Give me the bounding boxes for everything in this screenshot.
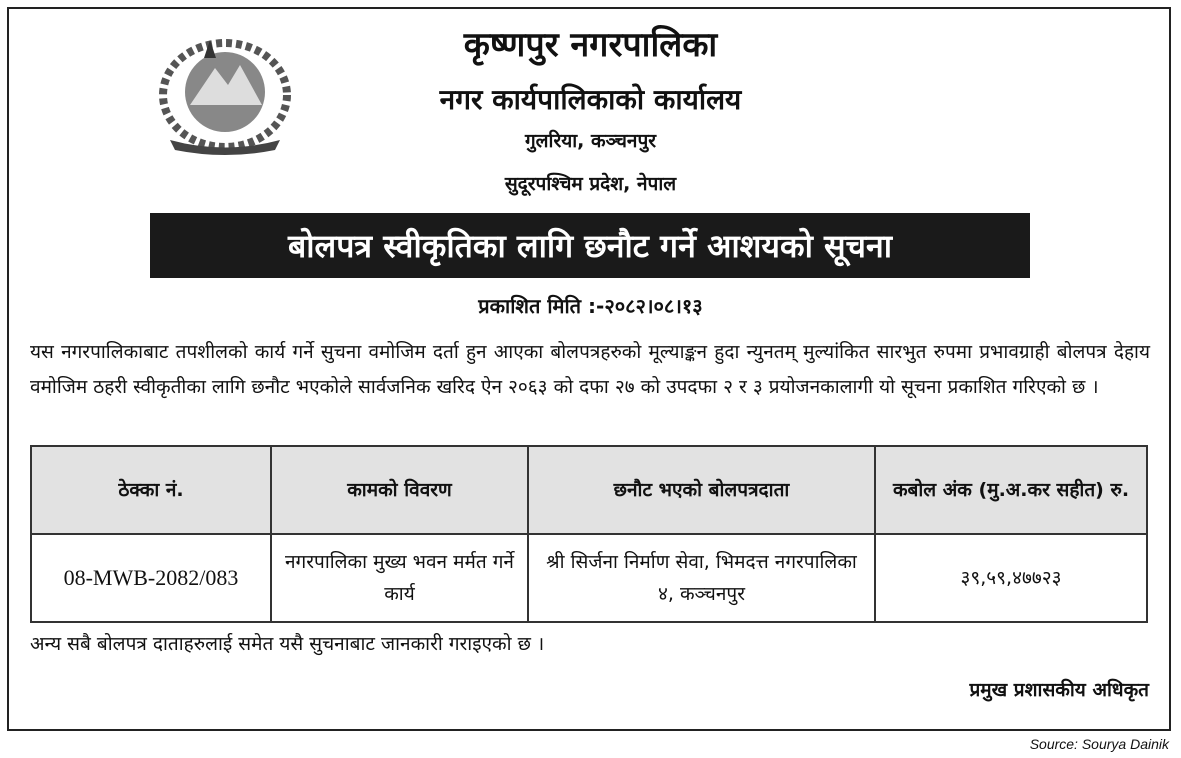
table-header-row [31,446,1147,534]
address: गुलरिया, कञ्चनपुर [524,130,657,152]
published-date: प्रकाशित मिति :-२०८२।०८।१३ [478,294,703,318]
header-work-description: कामको विवरण [271,446,528,534]
header-contract-no: ठेक्का नं. [31,446,271,534]
source-credit: Source: Sourya Dainik [1029,736,1169,752]
header-selected-bidder: छनौट भएको बोलपत्रदाता [528,446,875,534]
signatory: प्रमुख प्रशासकीय अधिकृत [969,679,1149,701]
selection-table [30,445,1148,623]
contract-no: 08-MWB-2082/083 [31,534,271,622]
office-title: नगर कार्यपालिकाको कार्यालय [439,83,742,116]
selected-bidder: श्री सिर्जना निर्माण सेवा, भिमदत्त नगरपालिका ४, कञ्चनपुर [528,534,875,622]
municipality-title: कृष्णपुर नगरपालिका [463,25,718,65]
notice-heading: बोलपत्र स्वीकृतिका लागि छनौट गर्ने आशयको सूचना [150,213,1030,278]
bid-amount: ३९,५९,४७७२३ [875,534,1147,622]
notice-body: यस नगरपालिकाबाट तपशीलको कार्य गर्ने सुचना वमोजिम दर्ता हुन आएका बोलपत्रहरुको मूल्याङ्कन हुदा न्युनतम् मुल्यांकित सारभुत रुपमा प्रभावग्राही बोलपत्र देहाय वमोजिम ठहरी स्वीकृतीका लागि छनौट भएकोले सार्वजनिक खरिद ऐन २०६३ को दफा २७ को उपदफा २ र ३ प्रयोजनकालागी यो सूचना प्रकाशित गरिएको छ । [30,341,1150,398]
work-description: नगरपालिका मुख्य भवन मर्मत गर्ने कार्य [271,534,528,622]
header-bid-amount: कबोल अंक (मु.अ.कर सहीत) रु. [875,446,1147,534]
table-row [31,534,1147,622]
province: सुदूरपश्चिम प्रदेश, नेपाल [504,173,677,195]
footer-note: अन्य सबै बोलपत्र दाताहरुलाई समेत यसै सुचनाबाट जानकारी गराइएको छ । [30,633,545,655]
